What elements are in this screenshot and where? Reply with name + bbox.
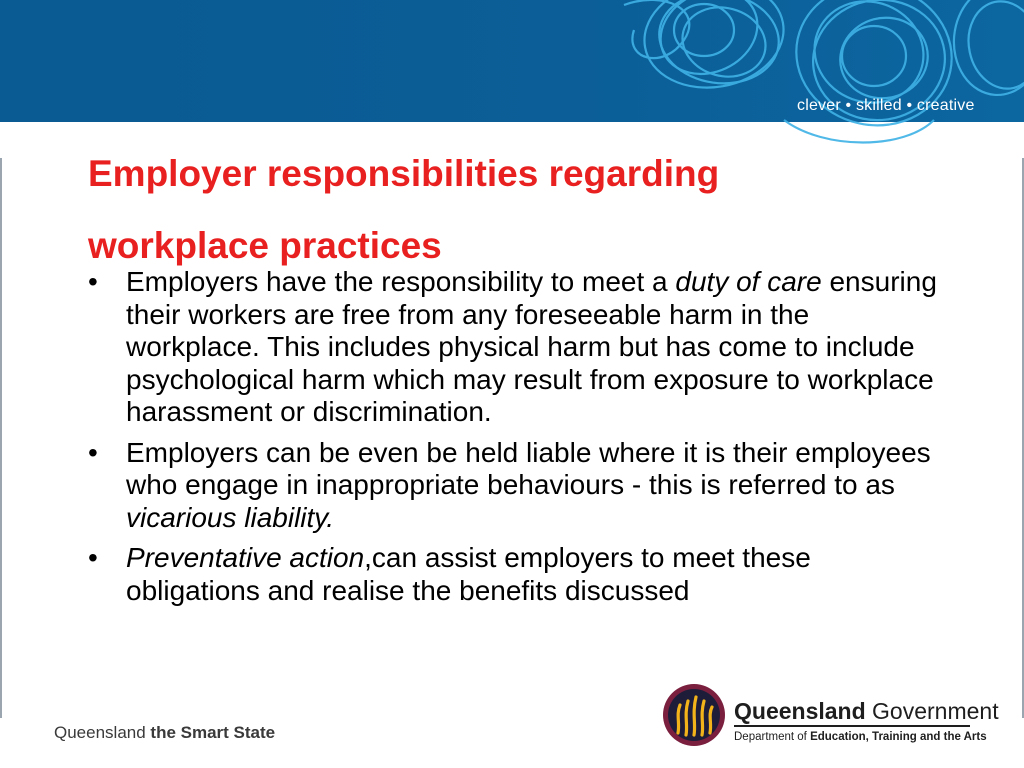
government-name — [734, 698, 999, 725]
department-name — [734, 731, 987, 743]
bullet-dot: • — [88, 436, 98, 468]
bullet-list — [88, 266, 948, 615]
bullet-text: ensuring their workers are free from any foreseeable harm in the workplace. This includes physical harm but has come to include psychological harm which may result from exposure to workplace harassment or discrimination. — [126, 266, 937, 427]
department-prefix: Department of — [734, 731, 811, 743]
bullet-text: Employers can be even be held liable where it is their employees who engage in inappropriate behaviours - this is referred to as — [126, 436, 931, 500]
bullet-item — [88, 437, 948, 535]
logo-divider — [734, 725, 970, 727]
bullet-item — [88, 266, 948, 429]
frame-left-border — [0, 158, 2, 718]
bullet-dot: • — [88, 542, 98, 573]
bullet-item — [88, 542, 948, 607]
government-name-bold: Queensland — [734, 698, 866, 724]
bullet-text: ,can assist employers to meet these obligations and realise the benefits discussed — [126, 542, 811, 606]
bullet-text: Employers have the responsibility to meet a — [126, 266, 676, 297]
bullet-emphasis: Preventative action — [126, 542, 365, 573]
bullet-emphasis: vicarious liability. — [126, 501, 334, 533]
swirl-graphic — [604, 0, 1024, 160]
slide-title: Employer responsibilities regarding workplace practices — [88, 153, 720, 266]
smart-state-footer — [54, 723, 275, 743]
queensland-government-logo — [662, 683, 999, 749]
department-bold: Education, Training and the Arts — [810, 731, 987, 743]
tagline: clever • skilled • creative — [797, 97, 975, 114]
bullet-dot: • — [88, 266, 98, 297]
footer-state-suffix: the Smart State — [150, 723, 276, 742]
footer-state-prefix: Queensland — [54, 723, 151, 742]
queensland-emblem-icon — [662, 683, 726, 747]
government-name-rest: Government — [872, 698, 999, 724]
bullet-emphasis: duty of care — [675, 266, 822, 297]
